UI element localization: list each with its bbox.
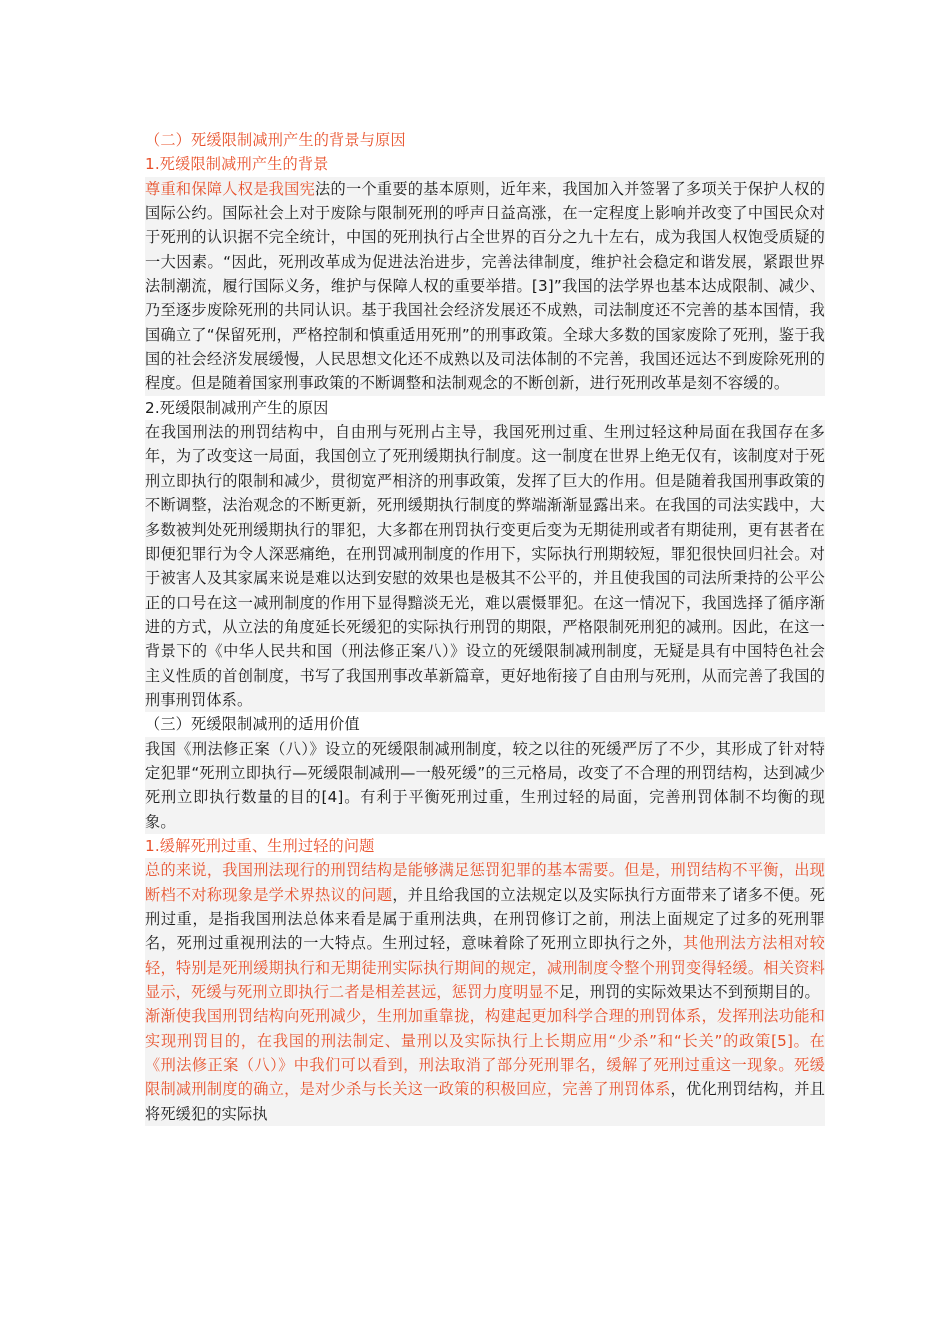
section-heading-2: （二）死缓限制减刑产生的背景与原因 [145,131,406,149]
subheading-2-1: 1.死缓限制减刑产生的背景 [145,155,329,174]
paragraph-value: 我国《刑法修正案（八）》设立的死缓限制减刑制度，较之以往的死缓严厉了不少，其形成了针对特定犯罪“死刑立即执行—死缓限制减刑—一般死缓”的三元格局，改变了不合理的刑罚结构，达到减少死刑立即执行数量的目的[4]。有利于平衡死刑过重，生刑过轻的局面，完善刑罚体制不均衡的现象。 [145,737,825,834]
section-heading-3: （三）死缓限制减刑的适用价值 [145,715,360,734]
paragraph-structure-black-a: ，并且给我国的立法规定以及实际执行方面带来了诸多不便。死刑过重，是指我国刑法总体来看是属于重刑法典，在刑罚修订之前，刑法上面规定了过多的死刑罪名，死刑过重视刑法的一大特点。生刑过轻，意味着除了死刑立即执行之外， [145,885,825,953]
paragraph-background [145,177,825,396]
paragraph-policy-black: ，优化刑罚结构，并且将死缓犯的实际执 [145,1080,825,1123]
paragraph-structure-red-a: 总的来说，我国刑法现行的刑罚结构是能够满足惩罚犯罪的基本需要。但是，刑罚结构不平衡，出现断档不对称现象是学术界热议的问题 [145,861,825,904]
subheading-2-2: 2.死缓限制减刑产生的原因 [145,398,329,417]
paragraph-structure-black-b: 足，刑罚的实际效果达不到预期目的。 [559,983,820,1002]
paragraph-causes: 在我国刑法的刑罚结构中，自由刑与死刑占主导，我国死刑过重、生刑过轻这种局面在我国存在多年，为了改变这一局面，我国创立了死刑缓期执行制度。这一制度在世界上绝无仅有，该制度对于死刑立即执行的限制和减少，贯彻宽严相济的刑事政策，发挥了巨大的作用。但是随着我国刑事政策的不断调整，法治观念的不断更新，死刑缓期执行制度的弊端渐渐显露出来。在我国的司法实践中，大多数被判处死刑缓期执行的罪犯，大多都在刑罚执行变更后变为无期徒刑或者有期徒刑，更有甚者在即便犯罪行为令人深恶痛绝，在刑罚减刑制度的作用下，实际执行刑期较短，罪犯很快回归社会。对于被害人及其家属来说是难以达到安慰的效果也是极其不公平的，并且使我国的司法所秉持的公平公正的口号在这一减刑制度的作用下显得黯淡无光，难以震慑罪犯。在这一情况下，我国选择了循序渐进的方式，从立法的角度延长死缓犯的实际执行刑罚的期限，严格限制死刑犯的减刑。因此，在这一背景下的《中华人民共和国（刑法修正案八）》设立的死缓限制减刑制度，无疑是具有中国特色社会主义性质的首创制度，书写了我国刑事改革新篇章，更好地衔接了自由刑与死刑，从而完善了我国的刑事刑罚体系。 [145,420,825,712]
paragraph-policy-red: 渐渐使我国刑罚结构向死刑减少，生刑加重靠拢，构建起更加科学合理的刑罚体系，发挥刑法功能和实现刑罚目的，在我国的刑法制定、量刑以及实际执行上长期应用“少杀”和“长关”的政策[5]。在《刑法修正案（八）》中我们可以看到，刑法取消了部分死刑罪名，缓解了死刑过重这一现象。死缓限制减刑制度的确立，是对少杀与长关这一政策的积极回应，完善了刑罚体系 [145,1007,825,1099]
paragraph-background-rest: 法的一个重要的基本原则，近年来，我国加入并签署了多项关于保护人权的国际公约。国际社会上对于废除与限制死刑的呼声日益高涨，在一定程度上影响并改变了中国民众对于死刑的认识据不完全统计，中国的死刑执行占全世界的百分之九十左右，成为我国人权饱受质疑的一大因素。“因此，死刑改革成为促进法治进步，完善法律制度，维护社会稳定和谐发展，紧跟世界法制潮流，履行国际义务，维护与保障人权的重要举措。[3]”我国的法学界也基本达成限制、减少、乃至逐步废除死刑的共同认识。基于我国社会经济发展还不成熟，司法制度还不完善的基本国情，我国确立了“保留死刑，严格控制和慎重适用死刑”的刑事政策。全球大多数的国家废除了死刑，鉴于我国的社会经济发展缓慢，人民思想文化还不成熟以及司法体制的不完善，我国还远达不到废除死刑的程度。但是随着国家刑事政策的不断调整和法制观念的不断创新，进行死刑改革是刻不容缓的。 [145,179,825,393]
document-body [145,128,825,1126]
paragraph-policy [145,1004,825,1126]
paragraph-background-red: 尊重和保障人权是我国宪 [145,179,316,198]
subheading-3-1: 1.缓解死刑过重、生刑过轻的问题 [145,836,375,855]
paragraph-structure [145,858,825,1004]
paragraph-structure-red-b: 其他刑法方法相对较轻，特别是死刑缓期执行和无期徒刑实际执行期间的规定，减刑制度令整个刑罚变得轻缓。相关资料显示，死缓与死刑立即执行二者是相差甚远，惩罚力度明显不 [145,934,825,1002]
